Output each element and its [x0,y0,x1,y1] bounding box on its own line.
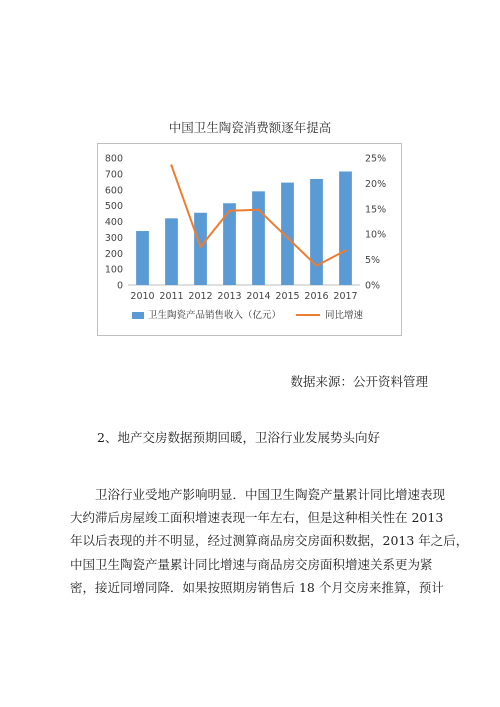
x-tick-label: 2010 [130,291,155,302]
growth-point [344,249,346,251]
y2-tick-label: 15% [365,204,387,216]
y-tick-label: 100 [104,264,123,276]
x-tick-label: 2011 [159,291,184,302]
growth-point [286,237,288,239]
paragraph-line: 中国卫生陶瓷产量累计同比增速与商品房交房面积增速关系更为紧 [70,556,433,572]
legend-label-line: 同比增速 [325,310,364,321]
growth-point [315,264,317,266]
y-tick-label: 300 [104,232,123,244]
y2-tick-label: 10% [365,229,387,241]
bar [165,218,178,285]
y2-tick-label: 25% [365,153,387,165]
x-tick-label: 2014 [246,291,271,302]
y2-tick-label: 0% [365,280,381,292]
y-tick-label: 0 [116,280,123,292]
data-source-note: 数据来源：公开资料管理 [290,374,428,389]
y2-tick-label: 5% [365,255,381,267]
y2-tick-label: 20% [365,178,387,190]
paragraph-line: 卫浴行业受地产影响明显．中国卫生陶瓷产量累计同比增速表现 [95,487,446,502]
growth-point [199,246,201,248]
bar-line-chart [98,144,401,335]
chart-title: 中国卫生陶瓷消费额逐年提高 [168,120,332,135]
section-heading: 2、地产交房数据预期回暖，卫浴行业发展势头向好 [97,430,380,445]
legend-label-bar: 卫生陶瓷产品销售收入（亿元） [148,310,282,321]
y-tick-label: 200 [104,248,123,260]
bar [252,191,265,285]
y-tick-label: 500 [104,201,123,213]
x-tick-label: 2012 [188,291,213,302]
y-tick-label: 700 [104,169,123,181]
legend-swatch-bar [132,312,144,319]
x-tick-label: 2013 [217,291,242,302]
y-tick-label: 600 [104,185,123,197]
chart-frame [97,143,402,336]
y-tick-label: 400 [104,217,123,228]
x-tick-label: 2015 [275,291,300,302]
growth-point [170,164,172,166]
bar [136,231,149,285]
bar [194,213,207,285]
x-tick-label: 2017 [333,291,358,302]
x-tick-label: 2016 [304,291,329,302]
y-tick-label: 800 [104,153,123,165]
paragraph-line: 大约滞后房屋竣工面积增速表现一年左右，但是这种相关性在 2013 [70,510,444,526]
paragraph-line: 密，接近同增同降．如果按照期房销售后 18 个月交房来推算，预计 [70,579,444,595]
body-paragraph [70,483,469,599]
bar [310,179,323,285]
bar [339,171,352,285]
growth-point [257,209,259,211]
growth-point [228,210,230,212]
paragraph-line: 年以后表现的并不明显，经过测算商品房交房面积数据，2013 年之后， [70,533,469,549]
